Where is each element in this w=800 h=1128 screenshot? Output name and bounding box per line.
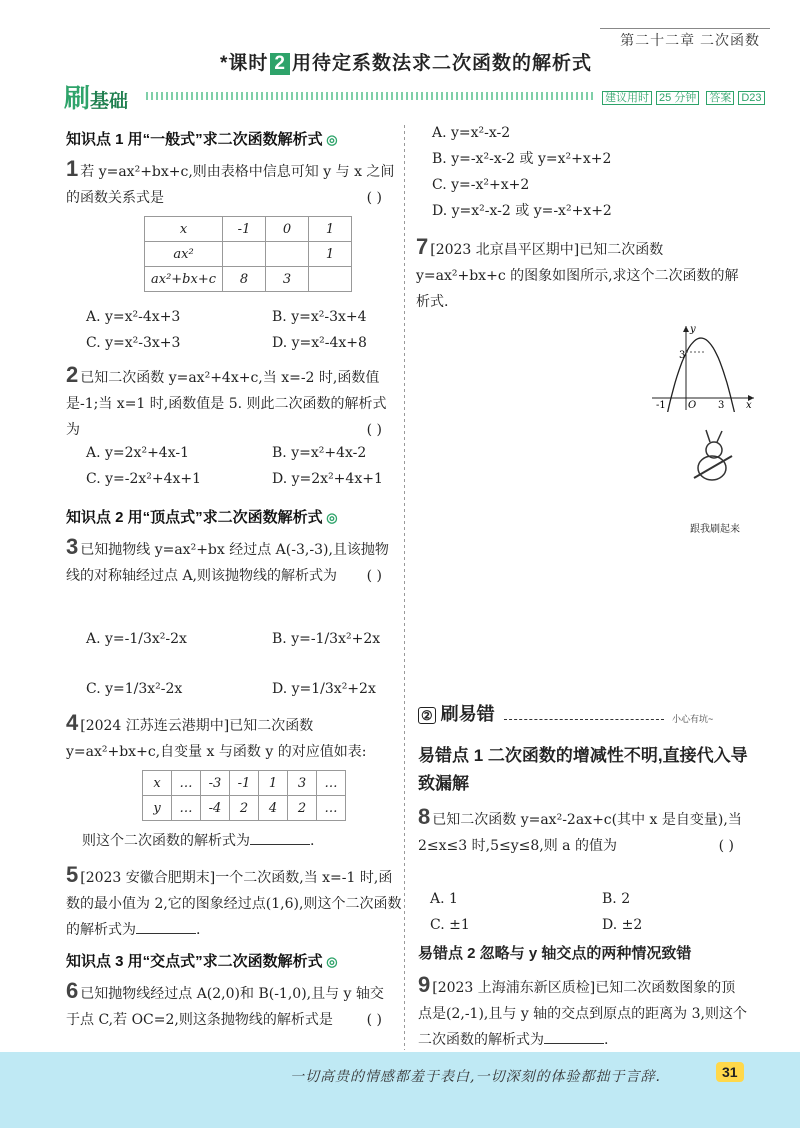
option-d[interactable]: D. y=2x²+4x+1 (272, 471, 383, 487)
record-caption: 跟我刷起来 (690, 524, 740, 535)
section-dash (504, 719, 664, 720)
left-root-label: -1 (656, 400, 666, 411)
q8-options (430, 886, 774, 938)
q7-number: 7 (416, 234, 429, 259)
q6-text: 已知抛物线经过点 A(2,0)和 B(-1,0),且与 y 轴交于点 C,若 OC=2,则这条抛物线的解析式是 (66, 986, 384, 1028)
q2-options (86, 440, 458, 492)
option-a[interactable]: A. y=x²-4x+3 (86, 309, 181, 325)
q1-table (144, 216, 352, 292)
option-d[interactable]: D. y=x²-4x+8 (272, 335, 367, 351)
q4-text: [2024 江苏连云港期中]已知二次函数 y=ax²+bx+c,自变量 x 与函数 y 的对应值如表: (66, 718, 367, 760)
q5-text: [2023 安徽合肥期末]一个二次函数,当 x=-1 时,函数的最小值为 2,它的图象经过点(1,6),则这个二次函数的解析式为 (66, 870, 402, 938)
table-cell: 2 (288, 796, 317, 821)
table-cell: -1 (223, 217, 266, 242)
chapter-title: 第二十二章 二次函数 (620, 32, 760, 48)
table-cell: 4 (259, 796, 288, 821)
option-d[interactable]: D. ±2 (602, 917, 643, 933)
q9-number: 9 (418, 972, 431, 997)
time-value: 25 分钟 (656, 91, 699, 105)
q3-text: 已知抛物线 y=ax²+bx 经过点 A(-3,-3),且该抛物线的对称轴经过点 A,则该抛物线的解析式为 (66, 542, 389, 584)
option-d[interactable]: D. y=1/3x²+2x (272, 681, 376, 697)
question-1 (66, 156, 396, 211)
x-axis-label: x (746, 400, 752, 411)
error-point-2: 易错点 2 忽略与 y 轴交点的两种情况致错 (418, 945, 692, 962)
page-number: 31 (716, 1062, 744, 1082)
table-cell: x (143, 771, 172, 796)
question-7 (416, 234, 752, 315)
option-a[interactable]: A. y=-1/3x²-2x (86, 631, 187, 647)
y-axis-label: y (690, 324, 696, 335)
brush-base-label (64, 78, 128, 115)
table-cell (266, 242, 309, 267)
table-cell: 3 (266, 267, 309, 292)
lesson-title (220, 48, 592, 75)
error-point-1: 易错点 1 二次函数的增减性不明,直接代入导致漏解 (418, 746, 748, 793)
q8-text: 已知二次函数 y=ax²-2ax+c(其中 x 是自变量),当 2≤x≤3 时,5≤y≤8,则 a 的值为 (418, 812, 742, 854)
footer-quote: 一切高贵的情感都羞于表白,一切深刻的体验都拙于言辞. (290, 1069, 661, 1085)
q1-text: 若 y=ax²+bx+c,则由表格中信息可知 y 与 x 之间的函数关系式是 (66, 164, 395, 206)
column-divider (404, 125, 405, 1050)
option-b[interactable]: B. y=-1/3x²+2x (272, 631, 381, 647)
brush-label: 刷 (64, 83, 91, 113)
question-6 (66, 978, 396, 1033)
knowledge-point-1: 知识点 1 用“一般式”求二次函数解析式 ◎ (66, 128, 338, 149)
option-c[interactable]: C. y=x²-3x+3 (86, 335, 181, 351)
option-b[interactable]: B. y=x²+4x-2 (272, 445, 367, 461)
table-cell: -1 (230, 771, 259, 796)
option-c[interactable]: C. y=1/3x²-2x (86, 681, 183, 697)
section-note: 小心有坑~ (672, 714, 714, 724)
table-cell: 0 (266, 217, 309, 242)
right-root-label: 3 (718, 400, 725, 411)
q9-text: [2023 上海浦东新区质检]已知二次函数图象的顶点是(2,-1),且与 y 轴的交点到原点的距离为 3,则这个二次函数的解析式为 (418, 980, 747, 1048)
q9-answer-blank[interactable] (544, 1043, 604, 1044)
table-cell (309, 267, 352, 292)
q4-table (142, 770, 346, 821)
knowledge-point-2: 知识点 2 用“顶点式”求二次函数解析式 ◎ (66, 506, 338, 527)
question-4 (66, 710, 402, 765)
table-cell (223, 242, 266, 267)
table-cell: x (145, 217, 223, 242)
q5-number: 5 (66, 862, 79, 887)
table-cell: … (317, 771, 346, 796)
q7-text: [2023 北京昌平区期中]已知二次函数 y=ax²+bx+c 的图象如图所示,求这个二次函数的解析式. (416, 242, 739, 310)
q4-number: 4 (66, 710, 79, 735)
y-axis-arrow (683, 326, 689, 332)
table-cell: … (317, 796, 346, 821)
question-8 (418, 804, 748, 859)
option-c[interactable]: C. y=-x²+x+2 (432, 177, 530, 193)
question-2 (66, 362, 396, 443)
table-cell: -3 (201, 771, 230, 796)
time-tag (600, 89, 767, 105)
footer-band (0, 1052, 800, 1128)
q6-options (432, 120, 612, 224)
table-cell: 3 (288, 771, 317, 796)
option-b[interactable]: B. 2 (602, 891, 631, 907)
question-5: 5 [2023 安徽合肥期末]一个二次函数,当 x=-1 时,函数的最小值为 2,它的图象经过点(1,6),则这个二次函数的解析式为 . (66, 862, 402, 938)
option-b[interactable]: B. y=-x²-x-2 或 y=x²+x+2 (432, 151, 612, 167)
q2-number: 2 (66, 362, 79, 387)
option-a[interactable]: A. 1 (430, 891, 458, 907)
q7-parabola-graph (648, 322, 758, 412)
q4-tail: 则这个二次函数的解析式为 . (82, 833, 315, 849)
section-icon: ② (418, 707, 436, 724)
table-cell: 1 (259, 771, 288, 796)
answer-page: D23 (738, 91, 764, 105)
table-cell: ax²+bx+c (145, 267, 223, 292)
q2-text: 已知二次函数 y=ax²+4x+c,当 x=-2 时,函数值是-1;当 x=1 时,函数值是 5. 则此二次函数的解析式为 (66, 370, 387, 438)
time-label: 建议用时 (602, 91, 652, 105)
dotted-bar (146, 92, 596, 100)
question-3 (66, 534, 396, 589)
lesson-title-text: 用待定系数法求二次函数的解析式 (291, 53, 592, 74)
option-d[interactable]: D. y=x²-x-2 或 y=-x²+x+2 (432, 203, 612, 219)
q3-answer-paren[interactable]: ( ) (366, 568, 382, 584)
option-c[interactable]: C. y=-2x²+4x+1 (86, 471, 202, 487)
table-cell: -4 (201, 796, 230, 821)
option-c[interactable]: C. ±1 (430, 917, 470, 933)
q6-answer-paren[interactable]: ( ) (366, 1012, 382, 1028)
table-cell: … (172, 771, 201, 796)
q2-answer-paren[interactable]: ( ) (366, 422, 382, 438)
q3-options (86, 626, 458, 702)
q4-tail-text: 则这个二次函数的解析式为 (82, 833, 250, 849)
knowledge-point-3: 知识点 3 用“交点式”求二次函数解析式 ◎ (66, 950, 338, 971)
q1-options (86, 304, 458, 356)
option-b[interactable]: B. y=x²-3x+4 (272, 309, 367, 325)
lesson-number: 2 (270, 53, 290, 75)
header-rule (600, 28, 770, 29)
q6-number: 6 (66, 978, 79, 1003)
y-intercept-label: 3 (679, 350, 686, 361)
table-cell: 1 (309, 242, 352, 267)
origin-label: O (688, 400, 697, 411)
q4-answer-blank[interactable] (250, 844, 310, 845)
question-9: 9 [2023 上海浦东新区质检]已知二次函数图象的顶点是(2,-1),且与 y 轴的交点到原点的距离为 3,则这个二次函数的解析式为 . (418, 972, 747, 1048)
option-a[interactable]: A. y=x²-x-2 (432, 125, 511, 141)
answer-label: 答案 (706, 91, 734, 105)
q1-answer-paren[interactable]: ( ) (366, 190, 382, 206)
table-cell: 1 (309, 217, 352, 242)
q5-answer-blank[interactable] (136, 933, 196, 934)
q1-number: 1 (66, 156, 79, 181)
q8-answer-paren[interactable]: ( ) (718, 838, 734, 854)
option-a[interactable]: A. y=2x²+4x-1 (86, 445, 189, 461)
parabola-curve (667, 338, 736, 412)
table-cell: 2 (230, 796, 259, 821)
table-cell: … (172, 796, 201, 821)
table-cell: y (143, 796, 172, 821)
brush-sub: 基础 (90, 91, 129, 112)
q8-number: 8 (418, 804, 431, 829)
q3-number: 3 (66, 534, 79, 559)
table-cell: ax² (145, 242, 223, 267)
cartoon-rabbit-icon (684, 428, 744, 488)
section-error-title (418, 700, 664, 726)
table-cell: 8 (223, 267, 266, 292)
lesson-prefix: *课时 (220, 53, 269, 74)
section-error-label: 刷易错 (440, 704, 495, 724)
